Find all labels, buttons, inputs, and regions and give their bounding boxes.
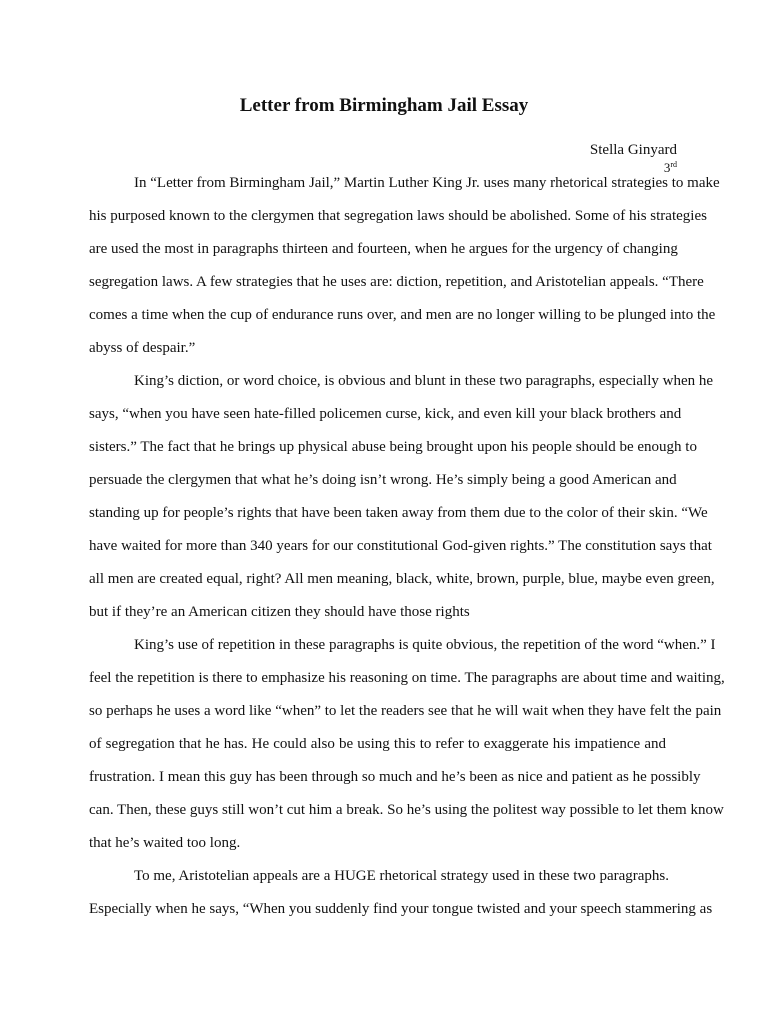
essay-line: segregation laws. A few strategies that he uses are: diction, repetition, and Aristotelian appeals. “There bbox=[89, 274, 704, 290]
essay-line: frustration. I mean this guy has been through so much and he’s been as nice and patient as he possibly bbox=[89, 769, 701, 785]
essay-line: that he’s waited too long. bbox=[89, 835, 241, 851]
period-number: 3 bbox=[663, 160, 671, 175]
essay-line: persuade the clergymen that what he’s doing isn’t wrong. He’s simply being a good American and bbox=[89, 472, 677, 488]
essay-line: King’s diction, or word choice, is obvious and blunt in these two paragraphs, especially when he bbox=[134, 373, 714, 389]
essay-line: King’s use of repetition in these paragraphs is quite obvious, the repetition of the word “when.” I bbox=[134, 637, 716, 653]
essay-line: are used the most in paragraphs thirteen and fourteen, when he argues for the urgency of changing bbox=[89, 241, 678, 257]
essay-body bbox=[89, 167, 725, 926]
essay-line: but if they’re an American citizen they should have those rights bbox=[89, 604, 470, 620]
essay-line: his purposed known to the clergymen that segregation laws should be abolished. Some of his strategies bbox=[89, 208, 707, 224]
essay-line: sisters.” The fact that he brings up physical abuse being brought upon his people should be enough to bbox=[89, 439, 697, 455]
document-title: Letter from Birmingham Jail Essay bbox=[239, 95, 529, 116]
essay-line: says, “when you have seen hate-filled policemen curse, kick, and even kill your black brothers and bbox=[89, 406, 682, 422]
essay-line: In “Letter from Birmingham Jail,” Martin Luther King Jr. uses many rhetorical strategies to make bbox=[134, 175, 720, 191]
essay-line: feel the repetition is there to emphasize his reasoning on time. The paragraphs are about time and waiting, bbox=[89, 670, 725, 686]
essay-line: To me, Aristotelian appeals are a HUGE rhetorical strategy used in these two paragraphs. bbox=[134, 868, 670, 884]
essay-line: abyss of despair.” bbox=[89, 340, 196, 356]
essay-line: of segregation that he has. He could also be using this to refer to exaggerate his impatience and bbox=[89, 736, 666, 752]
period-suffix: rd bbox=[670, 160, 677, 169]
essay-line: so perhaps he uses a word like “when” to let the readers see that he will wait when they have felt the pain bbox=[89, 703, 722, 719]
essay-line: can. Then, these guys still won’t cut him a break. So he’s using the politest way possible to let them know bbox=[89, 802, 724, 818]
essay-line: standing up for people’s rights that have been taken away from them due to the color of their skin. “We bbox=[89, 505, 708, 521]
essay-line: have waited for more than 340 years for our constitutional God-given rights.” The constitution says that bbox=[89, 538, 712, 554]
essay-line: all men are created equal, right? All men meaning, black, white, brown, purple, blue, maybe even green, bbox=[89, 571, 715, 587]
essay-line: Especially when he says, “When you suddenly find your tongue twisted and your speech stammering as bbox=[89, 901, 713, 917]
author-name: Stella Ginyard bbox=[589, 142, 677, 158]
essay-line: comes a time when the cup of endurance runs over, and men are no longer willing to be plunged into the bbox=[89, 307, 716, 323]
